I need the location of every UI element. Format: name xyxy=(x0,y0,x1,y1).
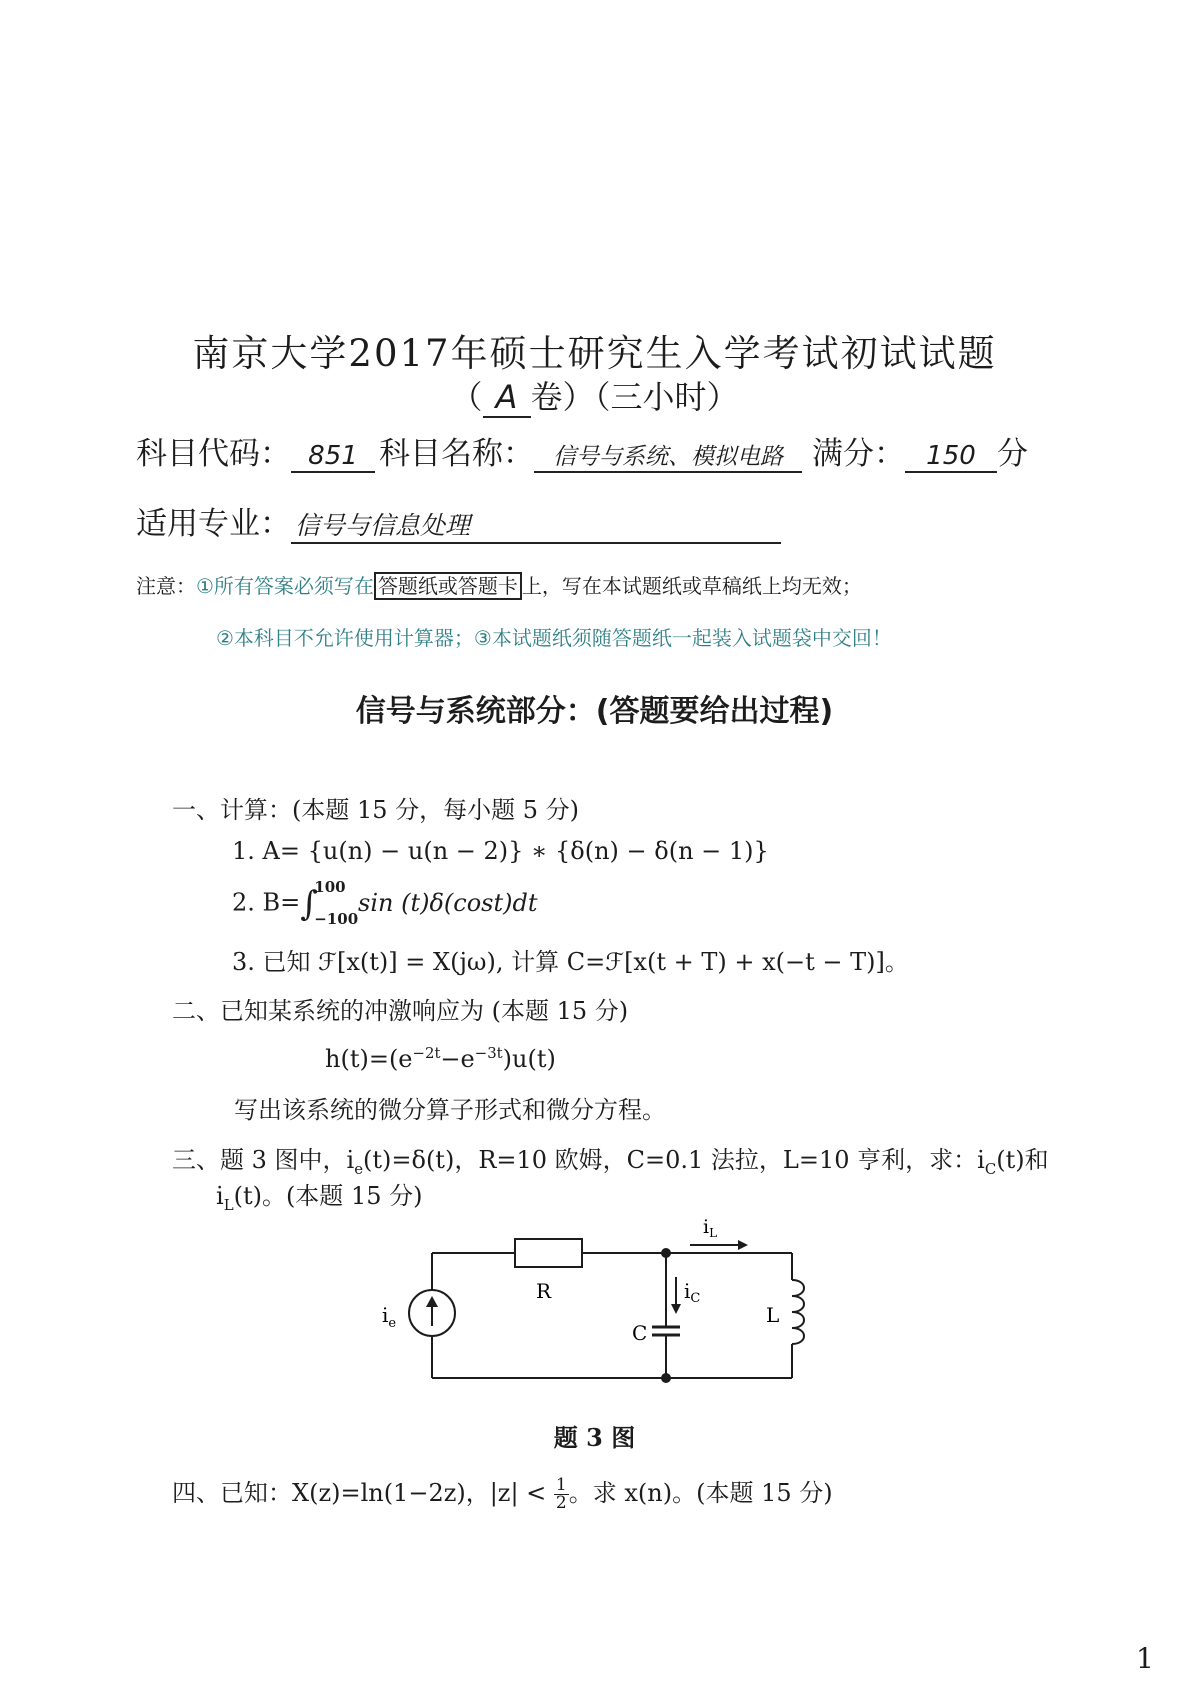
q3-line1-sub2: C xyxy=(984,1159,997,1178)
q1-item1: 1. A= {u(n) − u(n − 2)} ∗ {δ(n) − δ(n − 1)} xyxy=(232,837,769,865)
subject-name: 信号与系统、模拟电路 xyxy=(534,438,802,473)
q2-formula-b: −e xyxy=(440,1045,475,1073)
q2-formula-c: )u(t) xyxy=(502,1045,556,1073)
label-ic: $i_C$ xyxy=(684,1279,701,1306)
q3-line2-b: (t)。(本题 15 分) xyxy=(233,1182,423,1210)
q3-line1-sub1: e xyxy=(354,1159,364,1178)
full-marks-label: 满分： xyxy=(812,436,905,472)
q3-line1-c: (t)和 xyxy=(996,1146,1049,1174)
inductor-coil xyxy=(792,1280,804,1344)
label-iL: $i_L$ xyxy=(703,1216,718,1240)
integral-lower-limit: −100 xyxy=(314,910,359,928)
exam-title: 南京大学2017年硕士研究生入学考试初试试题 xyxy=(192,332,997,375)
q2-formula-a: h(t)=(e xyxy=(325,1045,413,1073)
resistor xyxy=(515,1239,582,1267)
q2-tail: 写出该系统的微分算子形式和微分方程。 xyxy=(234,1096,666,1124)
notice-item1-a: ①所有答案必须写在 xyxy=(196,574,374,598)
full-marks-unit: 分 xyxy=(997,436,1028,472)
label-ie: $i_e$ xyxy=(382,1303,397,1331)
q4-frac-num: 1 xyxy=(555,1475,567,1495)
subject-code: 851 xyxy=(291,441,375,473)
node-top xyxy=(661,1248,671,1258)
q4-text xyxy=(172,1473,833,1512)
notice-answer-sheet-box: 答题纸或答题卡 xyxy=(374,572,522,600)
paper-code: A xyxy=(483,378,531,418)
q4-text-a: 四、已知：X(z)=ln(1−2z)，|z| < xyxy=(172,1479,554,1507)
paper-prefix: （ xyxy=(450,378,483,416)
label-L: L xyxy=(766,1303,780,1327)
q3-line1-b: (t)=δ(t)，R=10 欧姆，C=0.1 法拉，L=10 亨利，求：i xyxy=(363,1146,985,1174)
notice-item2: ②本科目不允许使用计算器；③本试题纸须随答题纸一起装入试题袋中交回！ xyxy=(216,626,892,650)
label-C: C xyxy=(632,1321,648,1345)
q1-item2-prefix: 2. B= xyxy=(232,888,301,917)
page-number: 1 xyxy=(1136,1642,1154,1675)
q1-heading: 一、计算：(本题 15 分，每小题 5 分) xyxy=(172,796,580,824)
source-arrow-head xyxy=(426,1296,438,1307)
ic-arrow-head xyxy=(671,1304,681,1314)
q3-line1-a: 三、题 3 图中，i xyxy=(172,1146,355,1174)
q1-item2-body: sin (t)δ(cost)dt xyxy=(358,888,538,917)
notice-label: 注意： xyxy=(136,574,196,598)
q4-frac-den: 2 xyxy=(555,1493,567,1513)
q3-line2-sub: L xyxy=(223,1195,234,1214)
q2-exp1: −2t xyxy=(412,1044,441,1062)
integral-upper-limit: 100 xyxy=(314,878,346,896)
subject-code-label: 科目代码： xyxy=(136,436,291,472)
q4-fraction xyxy=(554,1477,569,1512)
q2-exp2: −3t xyxy=(474,1044,503,1062)
q3-line2-a: i xyxy=(216,1182,224,1210)
subject-name-label: 科目名称： xyxy=(379,436,534,472)
notice-item1-b: 上，写在本试题纸或草稿纸上均无效； xyxy=(521,574,862,598)
paper-suffix: 卷）（三小时） xyxy=(530,378,739,416)
q2-heading: 二、已知某系统的冲激响应为 (本题 15 分) xyxy=(172,997,629,1025)
section-title: 信号与系统部分：(答题要给出过程) xyxy=(355,694,834,729)
q4-text-b: 。求 x(n)。(本题 15 分) xyxy=(568,1479,833,1507)
integral-sign: ∫ 100 −100 xyxy=(300,878,359,928)
q1-item3: 3. 已知 ℱ[x(t)] = X(jω), 计算 C=ℱ[x(t + T) + x(−t − T)]。 xyxy=(232,948,909,976)
major-label: 适用专业： xyxy=(136,506,291,542)
label-R: R xyxy=(536,1279,552,1303)
full-marks: 150 xyxy=(905,441,997,473)
node-bottom xyxy=(661,1373,671,1383)
il-arrow-head xyxy=(738,1240,748,1250)
figure-caption: 题 3 图 xyxy=(553,1423,636,1452)
major: 信号与信息处理 xyxy=(291,506,781,544)
